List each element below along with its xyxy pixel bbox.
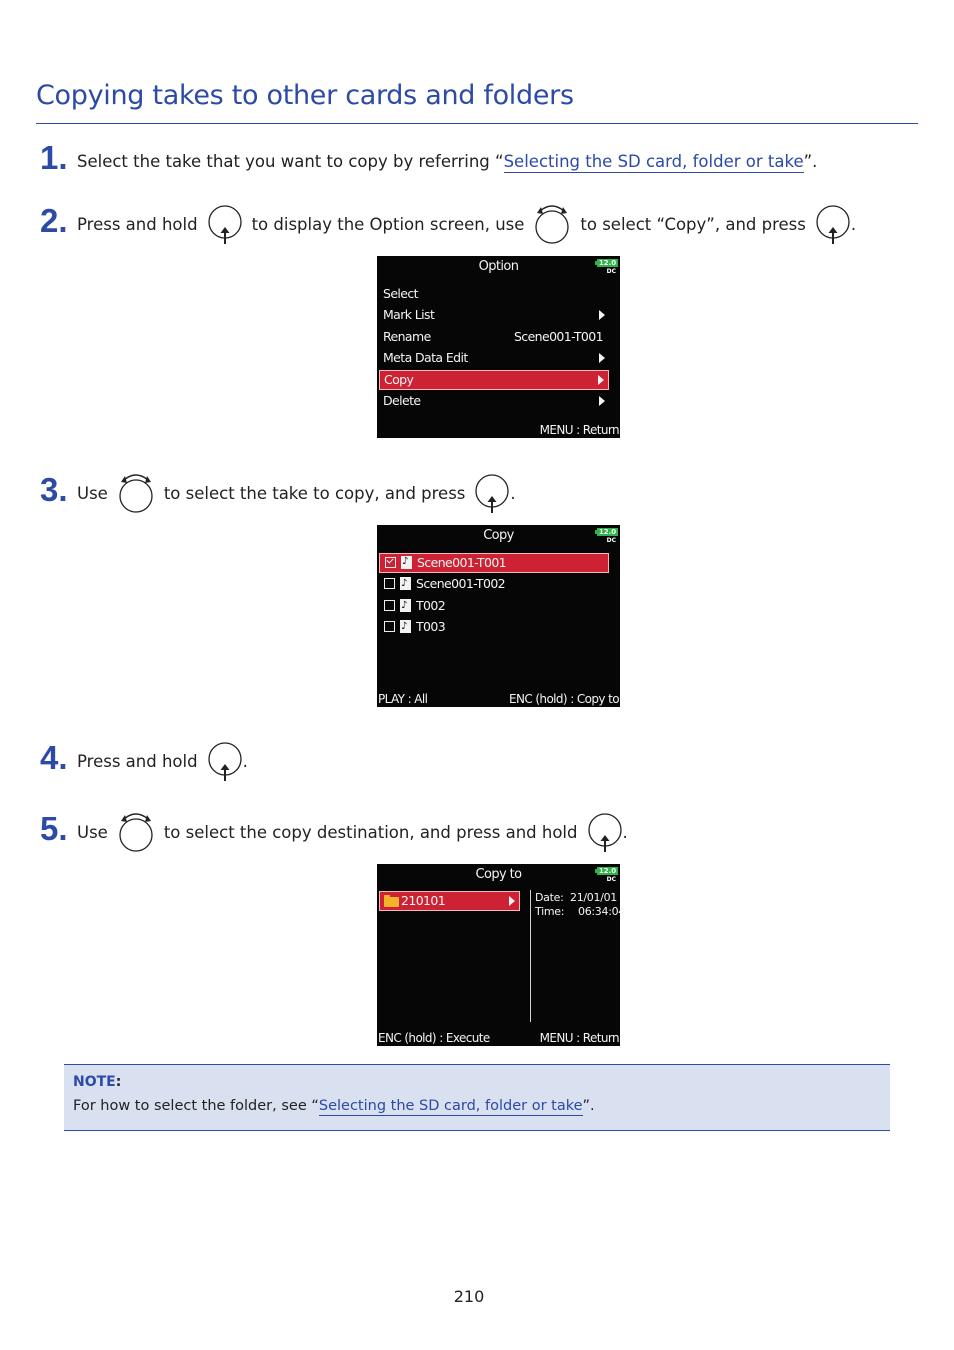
menu-item-label: Copy (384, 372, 414, 387)
step-text-before: Select the take that you want to copy by referring “ (77, 151, 504, 171)
selecting-sd-card-link[interactable]: Selecting the SD card, folder or take (318, 1098, 583, 1114)
folder-name: 210101 (401, 893, 446, 908)
screen-footer-right: MENU : Return (539, 1031, 619, 1045)
file-name: Scene001-T002 (416, 576, 506, 591)
step-text: Use (77, 822, 108, 842)
note-text-before: For how to select the folder, see “ (73, 1098, 319, 1114)
menu-item-meta-data-edit[interactable] (379, 348, 609, 368)
menu-item-label: Mark List (383, 307, 435, 322)
note-box (64, 1064, 890, 1131)
step-1 (40, 139, 817, 183)
file-item[interactable] (379, 574, 609, 594)
step-number: 3. (40, 471, 68, 508)
step-text: to select the copy destination, and press and hold (163, 822, 578, 842)
arrow-right-icon (599, 396, 605, 406)
step-text: Use (77, 483, 108, 503)
page-title: Copying takes to other cards and folders (36, 80, 574, 111)
time-label: Time: (535, 905, 565, 918)
battery-voltage: 12.0 (598, 867, 617, 875)
audio-file-icon (400, 577, 411, 590)
screen-footer: MENU : Return (539, 423, 619, 437)
copy-to-screen (377, 864, 626, 1046)
folder-icon (384, 897, 399, 907)
power-source: DC (606, 876, 616, 883)
push-dial-icon (207, 203, 243, 245)
battery-icon (595, 258, 619, 276)
divider (530, 890, 531, 1022)
note-heading-text: NOTE (73, 1074, 116, 1090)
file-item[interactable] (379, 617, 609, 637)
note-heading-colon: : (115, 1074, 122, 1090)
step-number: 1. (40, 139, 68, 176)
time-value: 06:34:04 (578, 905, 626, 918)
page-number: 210 (453, 1287, 485, 1306)
step-text-after: ”. (803, 151, 818, 171)
arrow-right-icon (598, 375, 604, 385)
selecting-sd-card-link[interactable]: Selecting the SD card, folder or take (503, 151, 804, 171)
step-text: Press and hold (77, 214, 198, 234)
screen-footer-left: PLAY : All (378, 692, 428, 706)
power-source: DC (606, 537, 616, 544)
date-label: Date: (535, 891, 564, 904)
screen-title: Copy (483, 528, 514, 543)
checkbox-checked-icon[interactable] (385, 557, 396, 568)
file-item[interactable] (379, 553, 609, 573)
arrow-right-icon (509, 896, 515, 906)
option-screen (377, 256, 620, 438)
menu-item-label: Meta Data Edit (383, 350, 468, 365)
step-text: . (510, 483, 516, 503)
step-text: Press and hold (77, 751, 198, 771)
file-name: T003 (416, 619, 446, 634)
battery-voltage: 12.0 (598, 259, 617, 267)
file-name: Scene001-T001 (417, 555, 507, 570)
rotate-dial-icon (117, 810, 155, 854)
note-text (73, 1098, 595, 1114)
battery-icon (595, 527, 619, 545)
screen-title: Option (478, 259, 519, 274)
step-text: to select the take to copy, and press (163, 483, 466, 503)
menu-item-label: Delete (383, 393, 421, 408)
audio-file-icon (400, 620, 411, 633)
push-dial-icon (815, 203, 851, 245)
arrow-right-icon (599, 353, 605, 363)
screen-footer-right: ENC (hold) : Copy to (509, 692, 619, 706)
menu-item-select[interactable] (379, 284, 609, 304)
rotate-dial-icon (533, 202, 571, 246)
step-text: . (622, 822, 628, 842)
audio-file-icon (400, 599, 411, 612)
power-source: DC (606, 268, 616, 275)
arrow-right-icon (599, 310, 605, 320)
step-2 (40, 202, 856, 246)
menu-item-delete[interactable] (379, 391, 609, 411)
push-dial-icon (474, 472, 510, 514)
checkbox-icon[interactable] (384, 600, 395, 611)
step-3 (40, 471, 516, 515)
step-text (77, 152, 817, 171)
rotate-dial-icon (117, 471, 155, 515)
battery-icon (595, 866, 619, 884)
checkbox-icon[interactable] (384, 621, 395, 632)
screen-footer-left: ENC (hold) : Execute (378, 1031, 490, 1045)
note-heading (73, 1074, 121, 1090)
step-text: to display the Option screen, use (251, 214, 525, 234)
file-item[interactable] (379, 596, 609, 616)
step-5 (40, 810, 628, 854)
menu-item-label: Select (383, 286, 418, 301)
checkbox-icon[interactable] (384, 578, 395, 589)
file-name: T002 (416, 598, 446, 613)
menu-item-value: Scene001-T001 (513, 329, 603, 344)
step-4 (40, 739, 248, 783)
push-dial-icon (587, 811, 623, 853)
menu-item-copy[interactable] (379, 370, 609, 390)
step-number: 4. (40, 739, 68, 776)
menu-item-rename[interactable] (379, 327, 609, 347)
step-number: 2. (40, 202, 68, 239)
step-text: . (242, 751, 248, 771)
date-value: 21/01/01 (570, 891, 618, 904)
step-text: to select “Copy”, and press (580, 214, 806, 234)
step-text: . (850, 214, 857, 234)
battery-voltage: 12.0 (598, 528, 617, 536)
note-text-after: ”. (582, 1098, 595, 1114)
menu-item-mark-list[interactable] (379, 305, 609, 325)
audio-file-icon (401, 556, 412, 569)
folder-item[interactable] (379, 891, 520, 911)
push-dial-icon (207, 740, 243, 782)
step-number: 5. (40, 810, 68, 847)
screen-title: Copy to (475, 867, 522, 882)
menu-item-label: Rename (383, 329, 431, 344)
copy-screen (377, 525, 620, 707)
title-divider (36, 123, 918, 124)
